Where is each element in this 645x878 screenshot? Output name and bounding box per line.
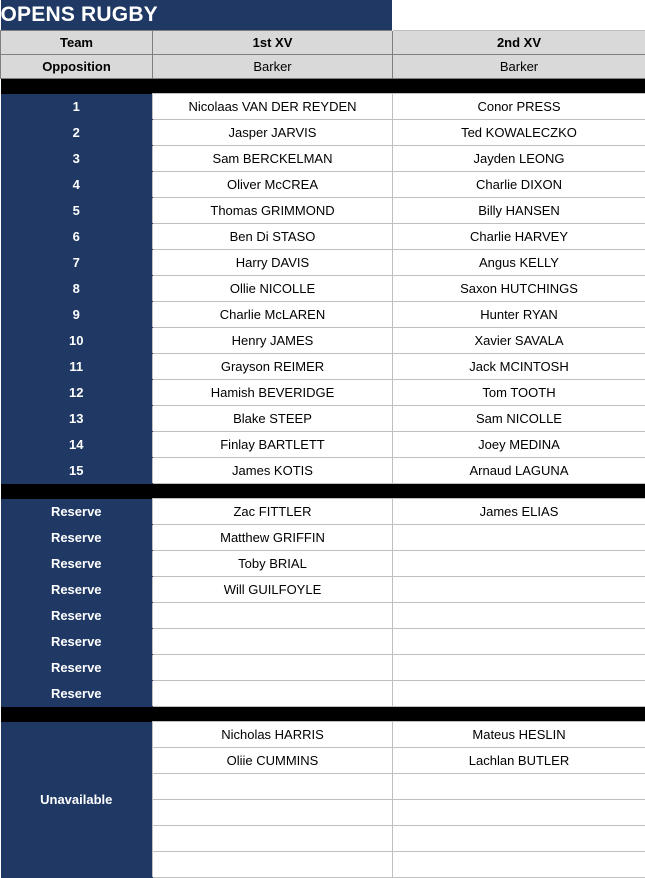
reserve-label: Reserve: [1, 525, 153, 551]
player-number: 1: [1, 94, 153, 120]
unavailable-name-team1: Nicholas HARRIS: [153, 722, 393, 748]
reserve-name-team1: [153, 655, 393, 681]
player-number: 14: [1, 432, 153, 458]
player-number: 5: [1, 198, 153, 224]
reserve-name-team1: [153, 603, 393, 629]
table-row: [1, 354, 645, 380]
player-name-team1: Grayson REIMER: [153, 354, 393, 380]
player-name-team2: Joey MEDINA: [393, 432, 645, 458]
player-number: 8: [1, 276, 153, 302]
table-row: [1, 198, 645, 224]
table-row: [1, 276, 645, 302]
player-number: 10: [1, 328, 153, 354]
player-name-team2: Billy HANSEN: [393, 198, 645, 224]
unavailable-label: Unavailable: [1, 722, 153, 878]
reserve-row: [1, 525, 645, 551]
player-name-team1: Ben Di STASO: [153, 224, 393, 250]
reserve-row: [1, 655, 645, 681]
reserve-row: [1, 551, 645, 577]
player-name-team1: Sam BERCKELMAN: [153, 146, 393, 172]
reserve-label: Reserve: [1, 681, 153, 707]
team-label: Team: [1, 31, 153, 55]
reserve-name-team1: Zac FITTLER: [153, 499, 393, 525]
player-name-team1: Finlay BARTLETT: [153, 432, 393, 458]
title-blank-cell: [393, 0, 645, 31]
table-row: [1, 250, 645, 276]
reserve-name-team1: Toby BRIAL: [153, 551, 393, 577]
team2-name: 2nd XV: [393, 31, 645, 55]
player-name-team1: Hamish BEVERIDGE: [153, 380, 393, 406]
unavailable-name-team1: [153, 800, 393, 826]
reserve-name-team2: [393, 603, 645, 629]
table-row: [1, 406, 645, 432]
team1-name: 1st XV: [153, 31, 393, 55]
player-number: 9: [1, 302, 153, 328]
player-number: 7: [1, 250, 153, 276]
player-number: 2: [1, 120, 153, 146]
reserve-name-team2: [393, 577, 645, 603]
player-name-team2: Ted KOWALECZKO: [393, 120, 645, 146]
reserve-name-team1: [153, 629, 393, 655]
spacer-row-reserves: [1, 484, 645, 499]
table-row: [1, 94, 645, 120]
page-title: OPENS RUGBY: [1, 0, 393, 31]
player-number: 13: [1, 406, 153, 432]
unavailable-name-team1: Oliie CUMMINS: [153, 748, 393, 774]
reserve-name-team2: [393, 525, 645, 551]
table-row: [1, 458, 645, 484]
team-header-row: [1, 31, 645, 55]
reserve-row: [1, 629, 645, 655]
reserve-label: Reserve: [1, 603, 153, 629]
title-row: [1, 0, 645, 31]
spacer-cell: [153, 79, 393, 94]
unavailable-name-team2: [393, 826, 645, 852]
player-name-team1: Ollie NICOLLE: [153, 276, 393, 302]
player-name-team2: Saxon HUTCHINGS: [393, 276, 645, 302]
player-name-team2: Angus KELLY: [393, 250, 645, 276]
player-name-team1: Oliver McCREA: [153, 172, 393, 198]
unavailable-name-team1: [153, 852, 393, 878]
player-name-team1: Nicolaas VAN DER REYDEN: [153, 94, 393, 120]
player-name-team1: Jasper JARVIS: [153, 120, 393, 146]
table-row: [1, 380, 645, 406]
player-name-team1: Blake STEEP: [153, 406, 393, 432]
reserve-row: [1, 603, 645, 629]
reserve-name-team1: [153, 681, 393, 707]
player-name-team1: Thomas GRIMMOND: [153, 198, 393, 224]
unavailable-name-team2: Lachlan BUTLER: [393, 748, 645, 774]
unavailable-name-team2: [393, 852, 645, 878]
spacer-cell: [393, 707, 645, 722]
opposition2-name: Barker: [393, 55, 645, 79]
spacer-cell: [1, 707, 153, 722]
player-number: 12: [1, 380, 153, 406]
reserve-name-team1: Will GUILFOYLE: [153, 577, 393, 603]
opposition-label: Opposition: [1, 55, 153, 79]
player-number: 4: [1, 172, 153, 198]
table-row: [1, 328, 645, 354]
unavailable-row: [1, 722, 645, 748]
player-name-team2: Charlie DIXON: [393, 172, 645, 198]
unavailable-name-team2: [393, 774, 645, 800]
player-name-team1: Harry DAVIS: [153, 250, 393, 276]
reserve-name-team2: James ELIAS: [393, 499, 645, 525]
reserve-label: Reserve: [1, 577, 153, 603]
spacer-row-top: [1, 79, 645, 94]
spacer-cell: [393, 484, 645, 499]
table-row: [1, 172, 645, 198]
spacer-cell: [1, 484, 153, 499]
spacer-cell: [153, 707, 393, 722]
reserve-row: [1, 681, 645, 707]
table-row: [1, 302, 645, 328]
player-name-team2: Jack MCINTOSH: [393, 354, 645, 380]
player-name-team2: Charlie HARVEY: [393, 224, 645, 250]
unavailable-name-team2: [393, 800, 645, 826]
reserve-label: Reserve: [1, 655, 153, 681]
spacer-cell: [393, 79, 645, 94]
player-name-team2: Hunter RYAN: [393, 302, 645, 328]
player-name-team1: Henry JAMES: [153, 328, 393, 354]
unavailable-name-team2: Mateus HESLIN: [393, 722, 645, 748]
reserve-label: Reserve: [1, 629, 153, 655]
reserve-row: [1, 577, 645, 603]
player-number: 11: [1, 354, 153, 380]
player-name-team2: Tom TOOTH: [393, 380, 645, 406]
reserve-name-team2: [393, 551, 645, 577]
reserve-label: Reserve: [1, 499, 153, 525]
table-row: [1, 224, 645, 250]
unavailable-name-team1: [153, 826, 393, 852]
player-number: 3: [1, 146, 153, 172]
player-name-team2: Jayden LEONG: [393, 146, 645, 172]
player-name-team1: Charlie McLAREN: [153, 302, 393, 328]
player-number: 15: [1, 458, 153, 484]
table-row: [1, 120, 645, 146]
opposition1-name: Barker: [153, 55, 393, 79]
spacer-row-unavailable: [1, 707, 645, 722]
reserve-label: Reserve: [1, 551, 153, 577]
reserve-name-team2: [393, 629, 645, 655]
reserve-name-team2: [393, 655, 645, 681]
player-name-team2: Xavier SAVALA: [393, 328, 645, 354]
spacer-cell: [153, 484, 393, 499]
spacer-cell: [1, 79, 153, 94]
opposition-header-row: [1, 55, 645, 79]
player-name-team2: Conor PRESS: [393, 94, 645, 120]
player-name-team1: James KOTIS: [153, 458, 393, 484]
player-name-team2: Sam NICOLLE: [393, 406, 645, 432]
reserve-row: [1, 499, 645, 525]
table-row: [1, 146, 645, 172]
player-name-team2: Arnaud LAGUNA: [393, 458, 645, 484]
unavailable-name-team1: [153, 774, 393, 800]
player-number: 6: [1, 224, 153, 250]
table-row: [1, 432, 645, 458]
reserve-name-team1: Matthew GRIFFIN: [153, 525, 393, 551]
reserve-name-team2: [393, 681, 645, 707]
